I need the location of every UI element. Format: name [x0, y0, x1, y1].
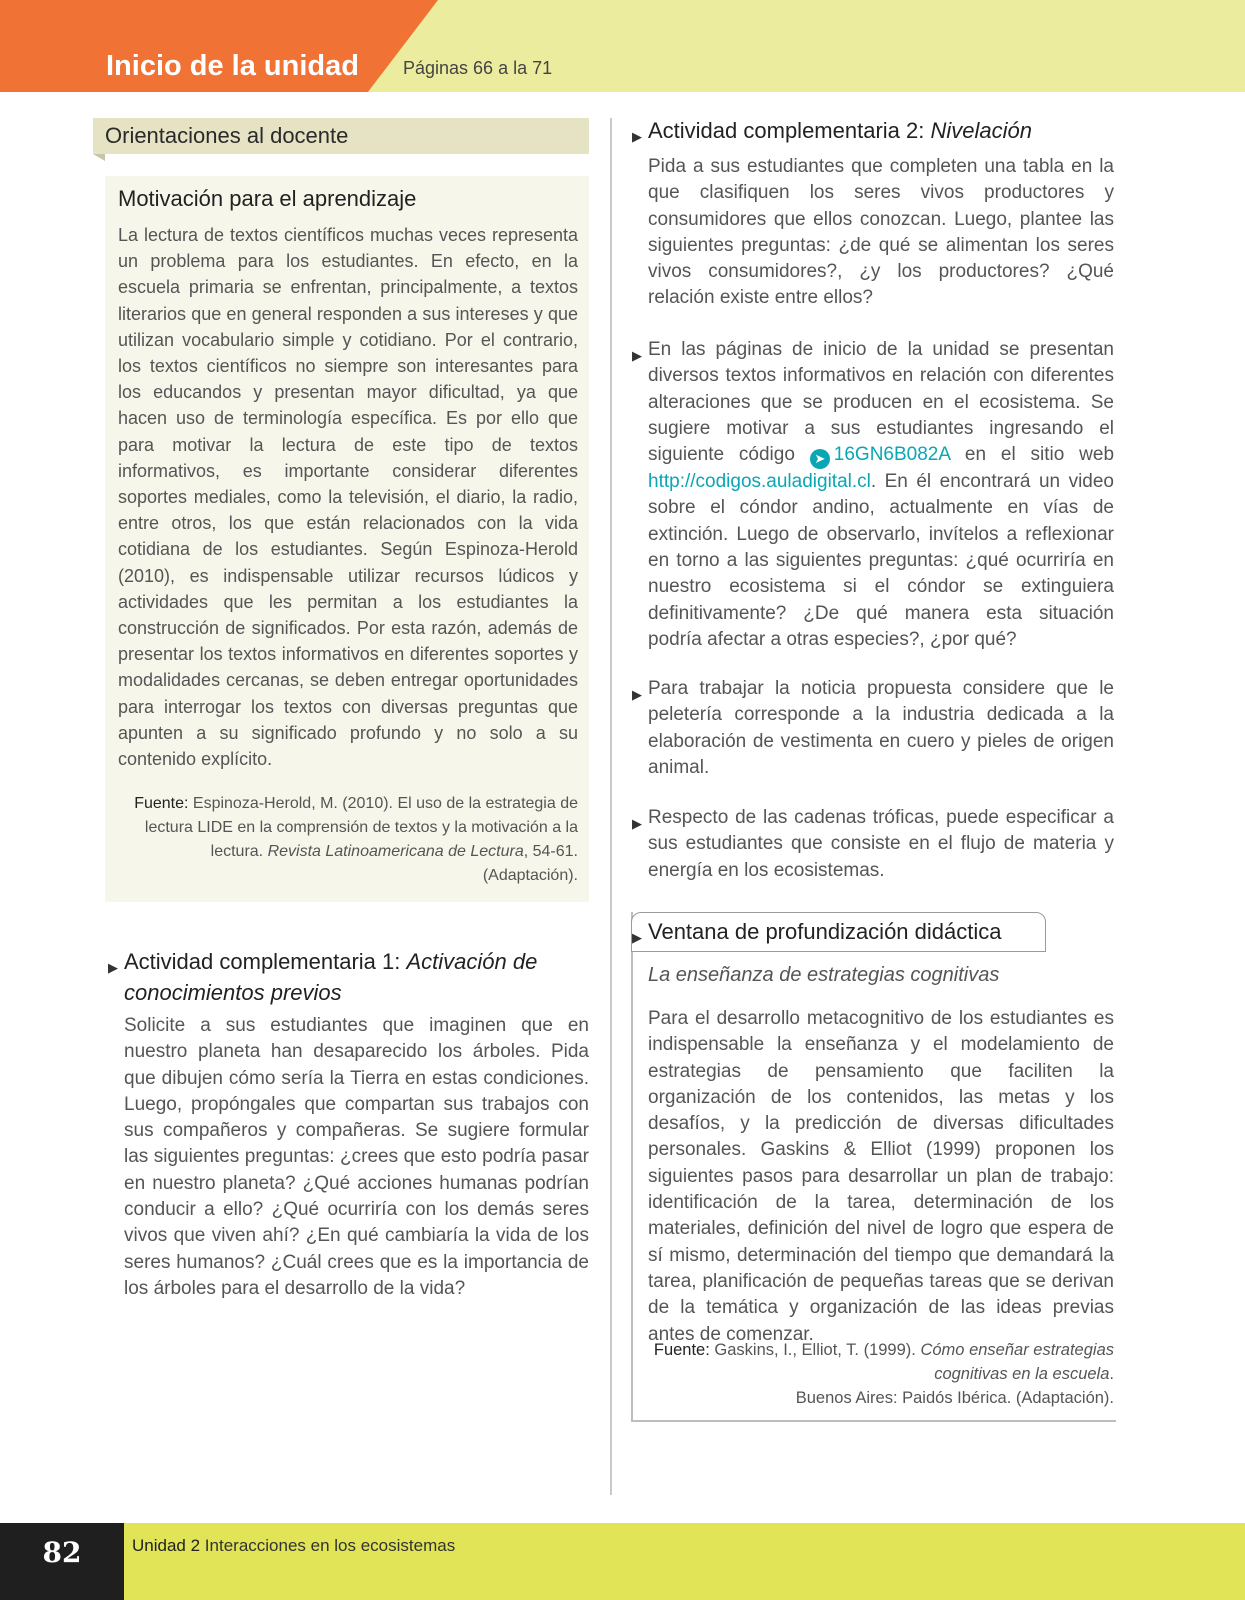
activity-1-label: Actividad complementaria 1:: [124, 949, 401, 974]
bullet-1-mid: en el sitio web: [964, 444, 1115, 466]
triangle-right-icon: ▶: [632, 687, 642, 702]
footer-unit-title: Interacciones en los ecosistemas: [204, 1536, 456, 1555]
activity-2-label: Actividad complementaria 2:: [648, 118, 925, 143]
source-label: Fuente:: [134, 795, 189, 812]
bullet-peleteria: [632, 676, 1114, 781]
triangle-right-icon: ▶: [632, 348, 642, 363]
ventana-title: [632, 917, 1052, 947]
activity-1-body: Solicite a sus estudiantes que imaginen que en nuestro planeta han desaparecido los árboles. Pida que dibujen cómo sería la Tierra en estas condiciones. Luego, propóngales que compartan sus trabajos con sus compañeros y compañeras. Se sugiere formular las siguientes preguntas: ¿crees que esto podría pasar en nuestro planeta? ¿Qué acciones humanas podrían conducir a ello? ¿Qué ocurriría con los demás seres vivos que viven ahí? ¿En qué cambiaría la vida de los seres humanos? ¿Cuál crees que es la importancia de los árboles para el desarrollo de la vida?: [124, 1015, 589, 1299]
section-label-fold: [93, 154, 105, 161]
motivation-body: La lectura de textos científicos muchas veces representa un problema para los estudiantes. En efecto, en la escuela primaria se enfrentan, principalmente, a textos literarios que en general responden a sus intereses y que utilizan vocabulario simple y cotidiano. Por el contrario, los textos científicos no siempre son interesantes para los educandos y presentan mayor dificultad, ya que hacen uso de terminología específica. Es por ello que para motivar la lectura de este tipo de textos informativos, es importante considerar diferentes soportes mediales, como la televisión, el diario, la radio, entre otros, los que están relacionados con la vida cotidiana de los estudiantes. Según Espinoza-Herold (2010), es indispensable utilizar recursos lúdicos y actividades que les permitan a los estudiantes la construcción de significados. Por esta razón, además de presentar los textos informativos en diferentes soportes y modalidades cercanas, se deben entregar oportunidades para interrogar los textos con diversas preguntas que apunten a su significado profundo y no solo a su contenido explícito.: [118, 225, 578, 770]
bullet-video-activity: [632, 337, 1114, 653]
bullet-1-post: . En él encontrará un video sobre el cóndor andino, actualmente en vías de extinción. Luego de observarlo, invítelos a reflexionar en torno a las siguientes preguntas: ¿qué ocurriría en nuestro ecosistema si el cóndor se extinguiera definitivamente? ¿De qué manera esta situación podría afectar a otras especies?, ¿por qué?: [648, 471, 1114, 650]
activity-2-heading: [632, 116, 1117, 146]
source-tail: , 54-61. (Adaptación).: [482, 843, 578, 884]
triangle-right-icon: ▶: [632, 816, 642, 831]
access-code: 16GN6B082A: [833, 444, 950, 466]
triangle-right-icon: ▶: [632, 930, 642, 945]
section-label: Orientaciones al docente: [105, 123, 349, 148]
footer-unit-number: Unidad 2: [132, 1536, 201, 1555]
bullet-cadenas-troficas: [632, 805, 1114, 884]
source-text: Espinoza-Herold, M. (2010). El uso de la estrategia de lectura LIDE en la comprensión de textos y la motivación a la lectura.: [144, 795, 578, 860]
activity-2-body: Pida a sus estudiantes que completen una tabla en la que clasifiquen los seres vivos productores y consumidores que ellos conozcan. Luego, plantee las siguientes preguntas: ¿de qué se alimentan los seres vivos consumidores?, ¿y los productores? ¿Qué relación existe entre ellos?: [648, 156, 1114, 309]
rocket-icon: ➤: [810, 449, 830, 469]
website-link[interactable]: http://codigos.auladigital.cl: [648, 471, 871, 493]
page-range: Páginas 66 a la 71: [403, 58, 553, 78]
ventana-source-label: Fuente:: [653, 1341, 710, 1359]
triangle-right-icon: ▶: [108, 960, 118, 975]
bullet-2-text: Para trabajar la noticia propuesta considere que le peletería corresponde a la industria dedicada a la elaboración de vestimenta en cuero y pieles de origen animal.: [648, 678, 1114, 778]
page-number: 82: [42, 1536, 82, 1569]
ventana-source-tail: Buenos Aires: Paidós Ibérica. (Adaptación).: [795, 1389, 1114, 1407]
footer-unit: [132, 1536, 455, 1556]
page-footer: [0, 1523, 1245, 1600]
ventana-source: Fuente: Gaskins, I., Elliot, T. (1999). Cómo enseñar estrategias cognitivas en la escuela. Buenos Aires: Paidós Ibérica. (Adaptación).: [653, 1341, 1114, 1407]
activity-1-heading: [108, 946, 588, 1008]
ventana-subtitle: La enseñanza de estrategias cognitivas: [648, 964, 1000, 986]
triangle-right-icon: ▶: [632, 129, 642, 144]
column-divider: [610, 118, 612, 1495]
ventana-body: Para el desarrollo metacognitivo de los estudiantes es indispensable la enseñanza y el modelamiento de estrategias de pensamiento que faciliten la organización de los contenidos, las metas y los desafíos, y la predicción de diversas dificultades personales. Gaskins & Elliot (1999) proponen los siguientes pasos para desarrollar un plan de trabajo: identificación de la tarea, determinación de los materiales, definición del nivel de logro que espera de sí mismo, determinación del tiempo que demandará la tarea, planificación de pequeñas tareas que se derivan de la temática y organización de las ideas previas antes de comenzar.: [648, 1008, 1114, 1345]
activity-1-type: Activación de conocimientos previos: [124, 949, 538, 1005]
motivation-title: Motivación para el aprendizaje: [118, 186, 417, 211]
bullet-1-pre: En las páginas de inicio de la unidad se presentan diversos textos informativos en relación con diferentes alteraciones que se producen en el ecosistema. Se sugiere motivar a sus estudiantes ingresando el siguiente código: [648, 339, 1114, 466]
ventana-title-text: Ventana de profundización didáctica: [648, 919, 1002, 944]
bullet-3-text: Respecto de las cadenas tróficas, puede especificar a sus estudiantes que consiste en el flujo de materia y energía en los ecosistemas.: [648, 807, 1114, 881]
motivation-source: [118, 792, 578, 888]
source-journal: Revista Latinoamericana de Lectura: [267, 843, 524, 860]
ventana-source-title: Cómo enseñar estrategias cognitivas en la escuela: [920, 1341, 1114, 1383]
ventana-source-text: Gaskins, I., Elliot, T. (1999).: [714, 1341, 916, 1359]
page-title: Inicio de la unidad: [106, 50, 359, 82]
activity-2-type: Nivelación: [930, 118, 1032, 143]
